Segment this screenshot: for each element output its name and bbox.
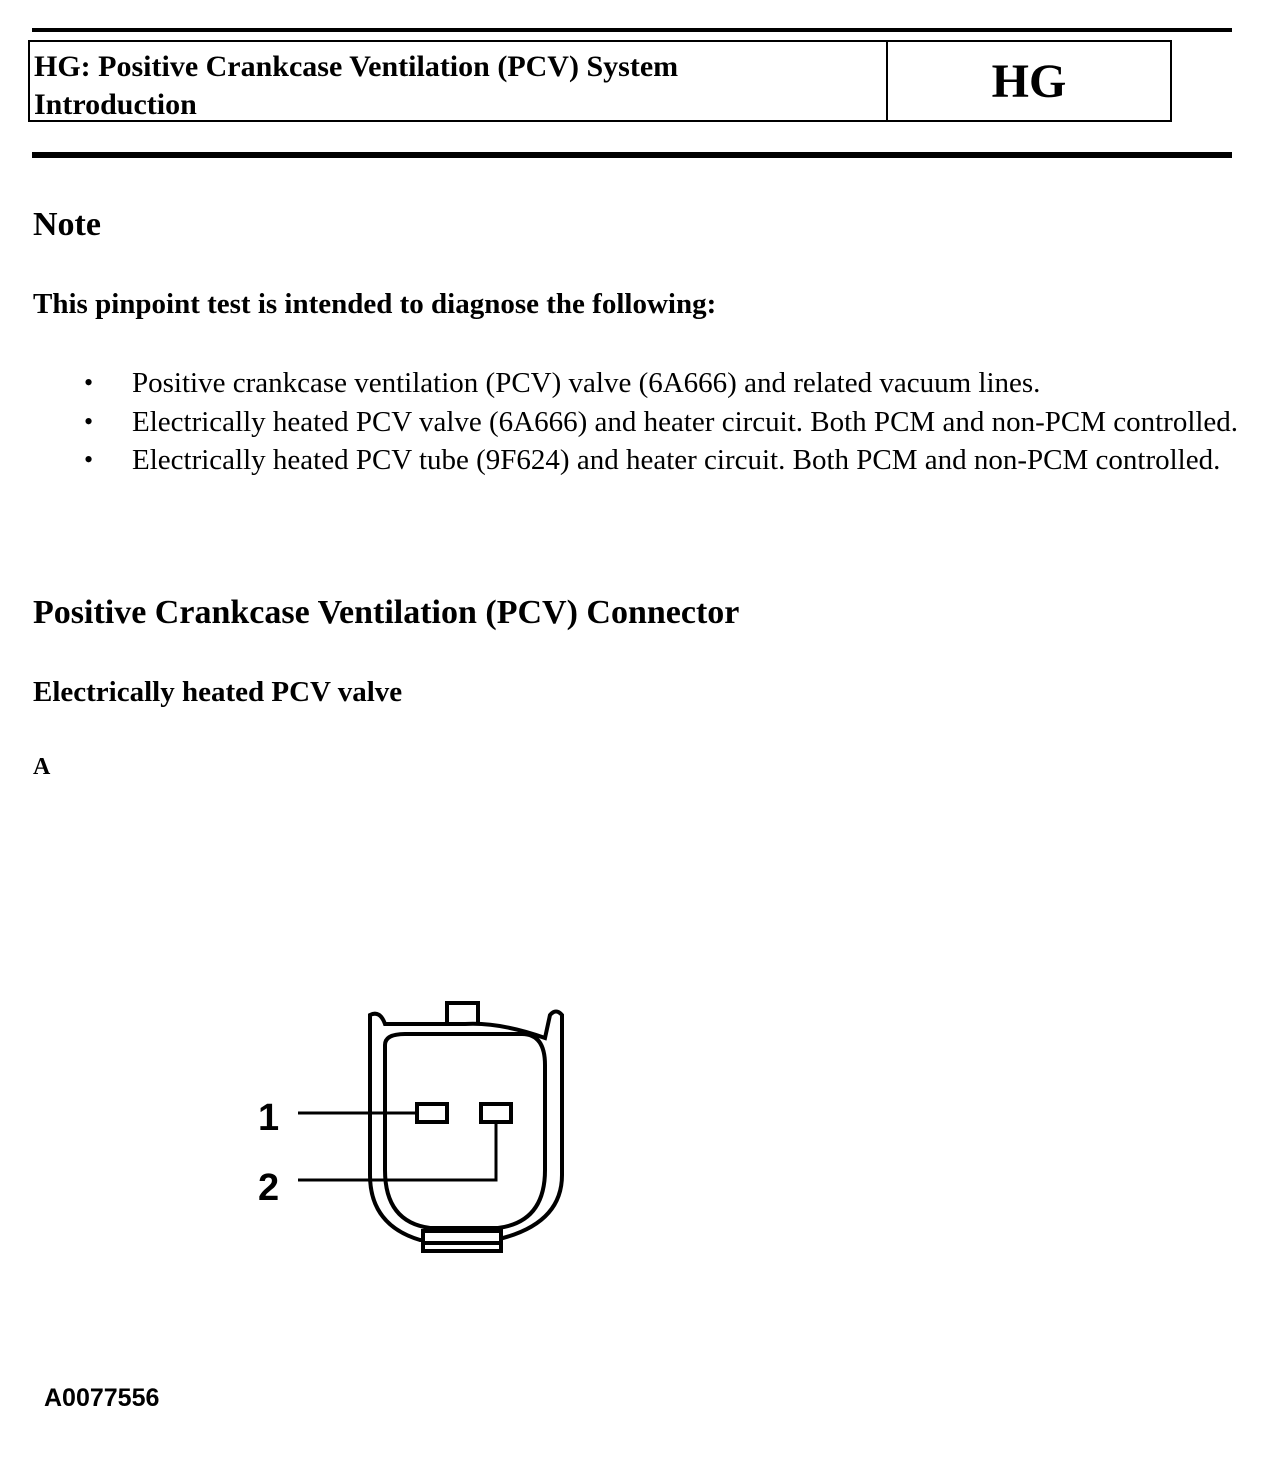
bullet-icon: •	[84, 406, 94, 436]
header-title-line2: Introduction	[34, 88, 197, 121]
pin-1-terminal	[417, 1104, 447, 1122]
document-header	[28, 40, 1172, 122]
bullet-icon: •	[84, 445, 94, 474]
list-item-text: Positive crankcase ventilation (PCV) valve (6A666) and related vacuum lines.	[132, 367, 1041, 399]
list-item-text: Electrically heated PCV valve (6A666) and heater circuit. Both PCM and non-PCM controlled.	[132, 405, 1239, 438]
note-intro: This pinpoint test is intended to diagnose the following:	[33, 288, 717, 320]
connector-diagram	[240, 990, 600, 1270]
pin-2-label: 2	[258, 1167, 280, 1209]
list-item	[84, 364, 1242, 403]
bullet-icon: •	[84, 368, 94, 397]
diagnosis-list	[84, 364, 1242, 480]
header-section-code: HG	[991, 54, 1067, 108]
connector-heading: Positive Crankcase Ventilation (PCV) Connector	[33, 594, 740, 631]
pin-2-terminal	[481, 1104, 511, 1122]
header-title-line1: HG: Positive Crankcase Ventilation (PCV) System	[34, 50, 679, 83]
connector-inner-face	[385, 1034, 545, 1228]
view-label: A	[33, 754, 51, 780]
list-item	[84, 441, 1242, 480]
figure-id: A0077556	[44, 1384, 160, 1412]
header-bottom-rule	[32, 152, 1232, 158]
connector-top-tab	[447, 1003, 478, 1024]
pin-2-leader	[298, 1122, 496, 1180]
top-rule	[32, 28, 1232, 32]
connector-subheading: Electrically heated PCV valve	[33, 676, 403, 708]
header-title	[30, 42, 888, 120]
list-item-text: Electrically heated PCV tube (9F624) and heater circuit. Both PCM and non-PCM controlled.	[132, 444, 1221, 476]
list-item	[84, 403, 1242, 442]
pin-1-label: 1	[258, 1097, 280, 1139]
note-heading: Note	[33, 206, 101, 243]
connector-housing	[370, 1012, 562, 1241]
